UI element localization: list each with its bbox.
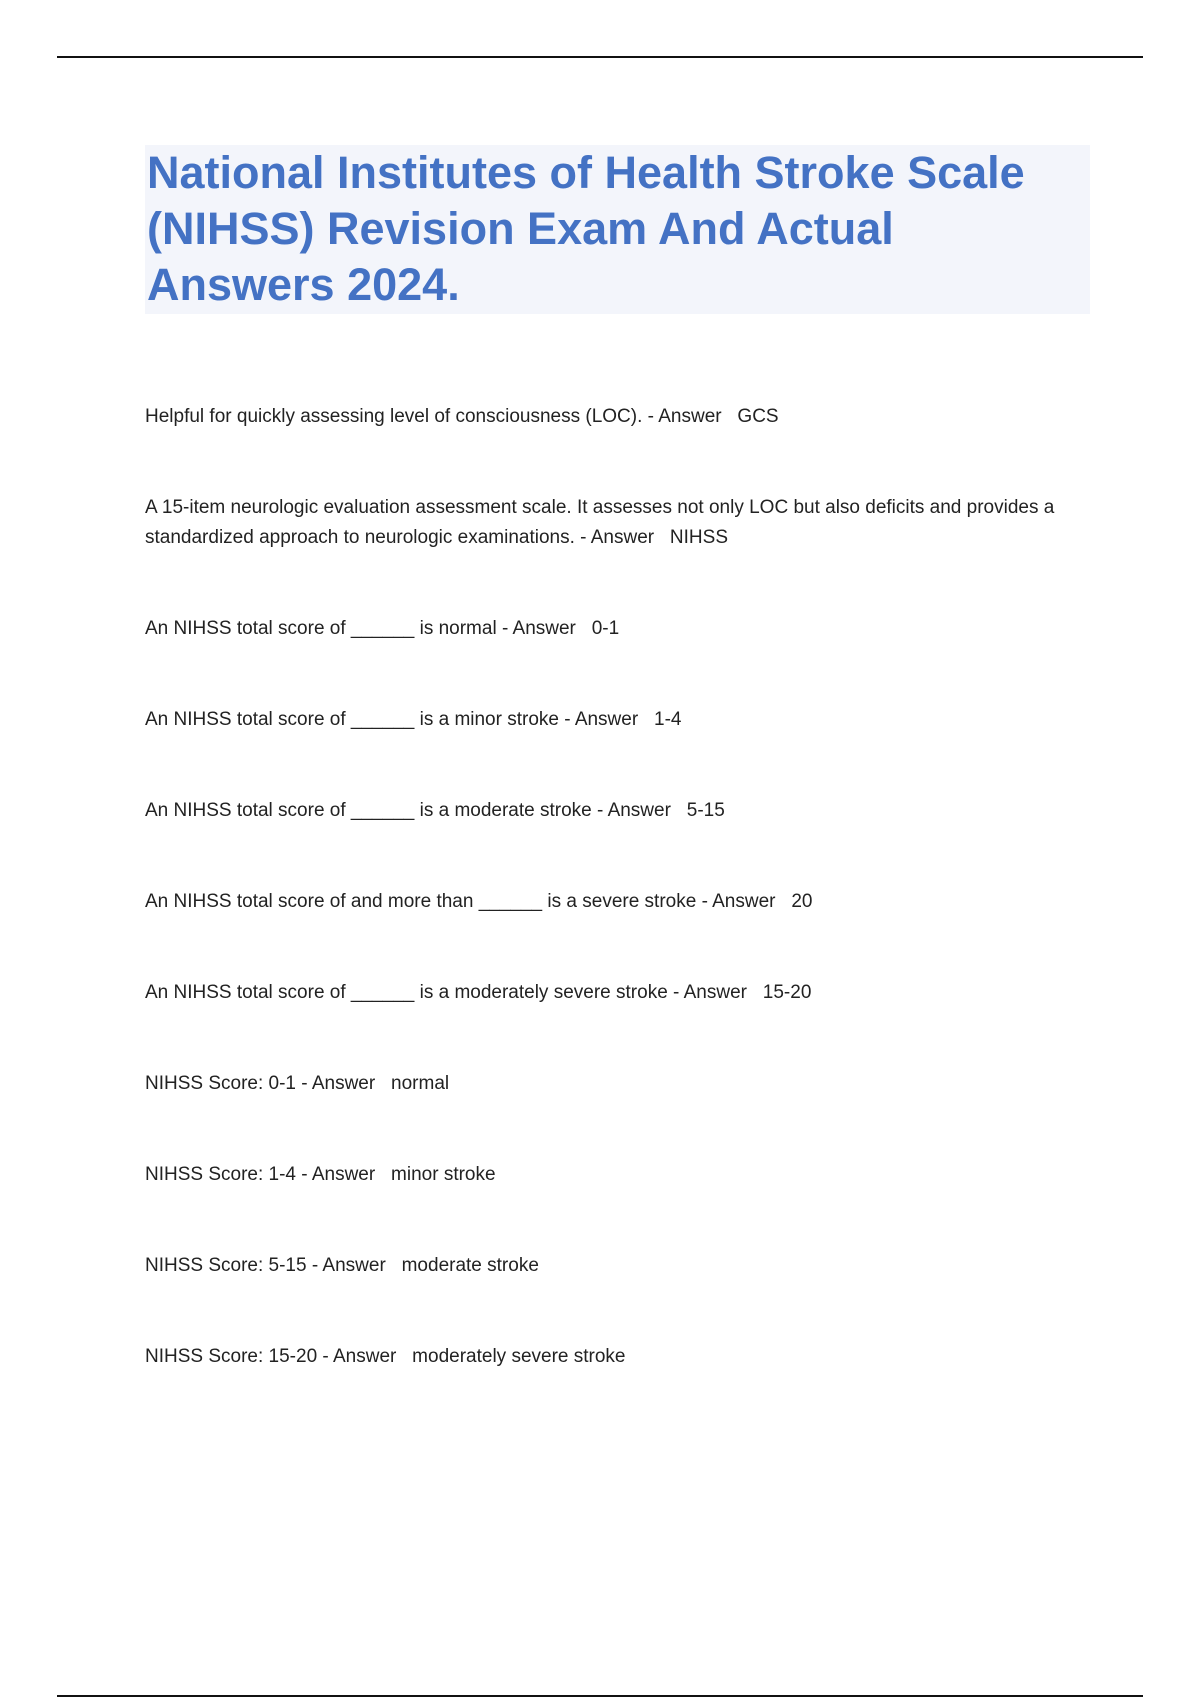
document-title: National Institutes of Health Stroke Scale (NIHSS) Revision Exam And Actual Answers 2024. [147,147,1025,310]
qa-item [145,705,1090,735]
qa-item [145,1069,1090,1099]
question-text: An NIHSS total score of ______ is a moderately severe stroke [145,982,668,1003]
title-block [145,145,1090,314]
question-text: Helpful for quickly assessing level of consciousness (LOC). [145,406,643,427]
qa-item [145,978,1090,1008]
question-text: A 15-item neurologic evaluation assessment scale. It assesses not only LOC but also deficits and provides a standardized approach to neurologic examinations. [145,497,1055,548]
answer-text: moderate stroke [401,1255,539,1276]
question-text: NIHSS Score: 5-15 [145,1255,307,1276]
qa-list [145,402,1090,1433]
answer-text: 0-1 [591,618,620,639]
qa-item [145,887,1090,917]
answer-text: normal [391,1073,450,1094]
answer-text: 1-4 [654,709,682,730]
answer-separator: - Answer [306,1255,402,1276]
answer-separator: - Answer [574,527,670,548]
question-text: An NIHSS total score of ______ is a minor stroke [145,709,559,730]
bottom-rule [57,1695,1143,1697]
qa-item [145,796,1090,826]
answer-text: moderately severe stroke [412,1346,626,1367]
answer-separator: - Answer [558,709,655,730]
question-text: An NIHSS total score of ______ is a moderate stroke [145,800,592,821]
answer-text: minor stroke [391,1164,496,1185]
answer-text: 5-15 [686,800,725,821]
question-text: NIHSS Score: 0-1 [145,1073,296,1094]
answer-separator: - Answer [696,891,792,912]
answer-text: NIHSS [669,527,728,548]
answer-separator: - Answer [317,1346,413,1367]
answer-separator: - Answer [591,800,687,821]
qa-item [145,1342,1090,1372]
answer-separator: - Answer [496,618,592,639]
qa-item [145,1251,1090,1281]
answer-separator: - Answer [296,1073,392,1094]
answer-text: GCS [737,406,779,427]
answer-separator: - Answer [667,982,763,1003]
question-text: An NIHSS total score of ______ is normal [145,618,497,639]
top-rule [57,56,1143,58]
answer-separator: - Answer [296,1164,392,1185]
question-text: NIHSS Score: 1-4 [145,1164,296,1185]
question-text: An NIHSS total score of and more than ______ is a severe stroke [145,891,697,912]
answer-text: 20 [791,891,813,912]
qa-item [145,614,1090,644]
answer-separator: - Answer [642,406,738,427]
qa-item [145,402,1090,432]
answer-text: 15-20 [762,982,812,1003]
qa-item [145,493,1090,553]
qa-item [145,1160,1090,1190]
question-text: NIHSS Score: 15-20 [145,1346,318,1367]
